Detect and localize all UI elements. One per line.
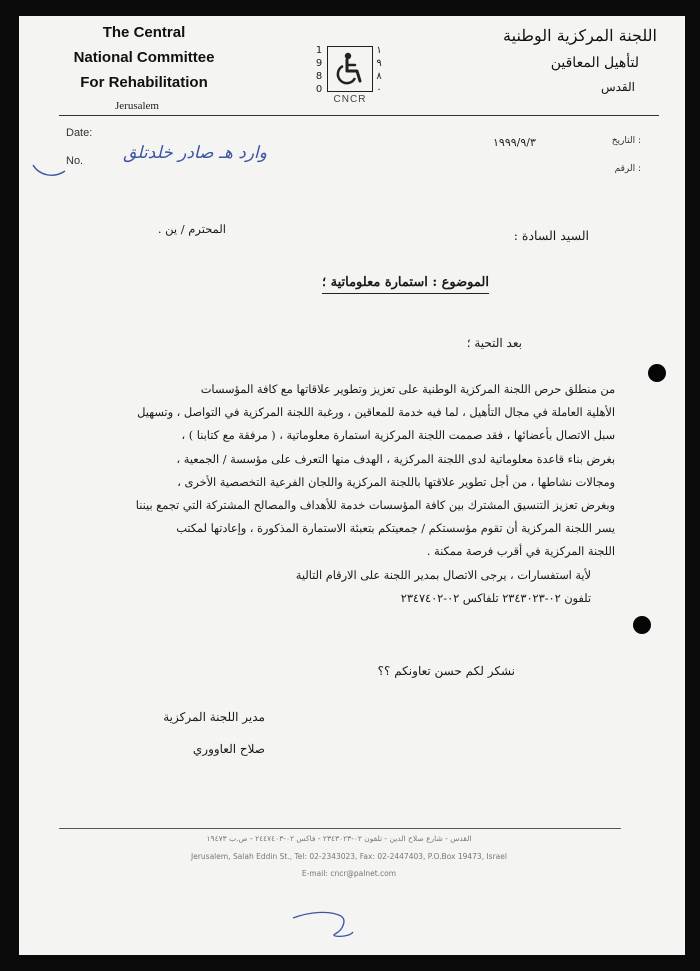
- body-line: يسر اللجنة المركزية أن تقوم مؤسستكم / جمعيتكم بتعبئة الاستمارة المذكورة ، وإعادتها لمكتب: [176, 522, 615, 536]
- english-org-name-line3: For Rehabilitation: [80, 74, 208, 91]
- logo-year-digit: ٩: [376, 58, 382, 69]
- english-city: Jerusalem: [115, 100, 159, 112]
- arabic-org-name-line1: اللجنة المركزية الوطنية: [503, 26, 657, 45]
- body-line: لأية استفسارات ، يرجى الاتصال بمدير اللجنة على الارقام التالية: [295, 568, 591, 582]
- english-org-name-line1: The Central: [102, 24, 186, 41]
- punch-hole: [633, 616, 651, 634]
- handwritten-reference-note: وارد هـ صادر خلدتلق: [123, 143, 267, 163]
- footer-email: E-mail: cncr@palnet.com: [301, 869, 397, 878]
- arabic-org-name-line2: لتأهيل المعاقين: [550, 55, 639, 71]
- letter-page: [19, 16, 685, 955]
- logo-year-arabic: [375, 44, 383, 96]
- body-line: وبغرض تعزيز التنسيق المشترك بين كافة المؤسسات خدمة للأهداف والمصالح المشتركة التي تجمع بيننا: [135, 499, 615, 513]
- body-line: ومجالات نشاطها ، من أجل تطوير علاقتها باللجنة المركزية واللجان الفرعية التخصصية الأخرى ،: [177, 475, 615, 489]
- body-line: اللجنة المركزية في أقرب فرصة ممكنة .: [426, 545, 615, 559]
- logo-caption: CNCR: [333, 94, 367, 105]
- arabic-city: القدس: [600, 80, 635, 94]
- footer-divider: [59, 828, 621, 829]
- footer-address-english: Jerusalem, Salah Eddin St., Tel: 02-2343023, Fax: 02-2447403, P.O.Box 19473, Israel: [191, 852, 507, 861]
- logo-year-digit: ٠: [376, 84, 382, 95]
- body-line: بغرض بناء قاعدة معلوماتية لدى اللجنة المركزية ، الهدف منها التعرف على مؤسسة / الجمعية ،: [176, 452, 615, 466]
- logo-year-digit: 0: [315, 84, 323, 95]
- logo-year-digit: ٨: [376, 71, 382, 82]
- closing-line: نشكر لكم حسن تعاونكم ؟؟: [377, 664, 515, 678]
- logo-year-digit: 9: [315, 58, 323, 69]
- logo-year-digit: ١: [376, 45, 382, 56]
- subject-line: الموضوع : استمارة معلوماتية ؛: [322, 275, 489, 294]
- body-line: الأهلية العاملة في مجال التأهيل ، لما فيه خدمة للمعاقين ، ورغبة اللجنة المركزية في التواصل ، وتسهيل: [137, 406, 615, 420]
- body-line: سبل الاتصال بأعضائها ، فقد صممت اللجنة المركزية استمارة معلوماتية ، ( مرفقة مع كتابنا ) ،: [181, 429, 615, 443]
- signature-title: مدير اللجنة المركزية: [163, 710, 265, 724]
- handwritten-stroke: [29, 161, 69, 183]
- arabic-org-name: [503, 26, 657, 94]
- punch-hole: [648, 364, 666, 382]
- body-line: تلفون ٠٢-٢٣٤٣٠٢٣ تلفاكس ٠٢-٢٣٤٧٤٠٢: [400, 591, 591, 605]
- date-label: Date:: [66, 127, 93, 139]
- logo-year-latin: [315, 44, 323, 96]
- wheelchair-icon: [327, 46, 373, 92]
- date-label-arabic: التاريخ :: [611, 136, 641, 146]
- english-org-name-line2: National Committee: [73, 49, 215, 66]
- pen-scribble: [289, 904, 359, 944]
- logo-year-digit: 8: [315, 71, 323, 82]
- header-divider: [59, 115, 659, 116]
- logo-year-digit: 1: [315, 45, 323, 56]
- addressee: السيد السادة :: [513, 228, 589, 243]
- honorific: المحترم / ين .: [157, 222, 226, 236]
- letter-body: [75, 378, 615, 610]
- date-value: ١٩٩٩/٩/٣: [493, 136, 536, 149]
- signature-name: صلاح العاووري: [192, 742, 265, 756]
- body-line: من منطلق حرص اللجنة المركزية الوطنية على تعزيز وتطوير علاقاتها مع كافة المؤسسات: [200, 383, 615, 396]
- number-label-arabic: الرقم :: [614, 164, 641, 174]
- footer-address-arabic: القدس - شارع صلاح الدين - تلفون ٠٢-٢٣٤٣٠٢٣ - فاكس ٠٢-٢٤٤٧٤٠٣ - ص.ب ١٩٤٧٣: [206, 834, 472, 843]
- number-label: No.: [66, 155, 84, 167]
- english-org-name: [59, 20, 229, 95]
- greeting: بعد التحية ؛: [466, 336, 522, 350]
- organization-logo: [315, 44, 383, 108]
